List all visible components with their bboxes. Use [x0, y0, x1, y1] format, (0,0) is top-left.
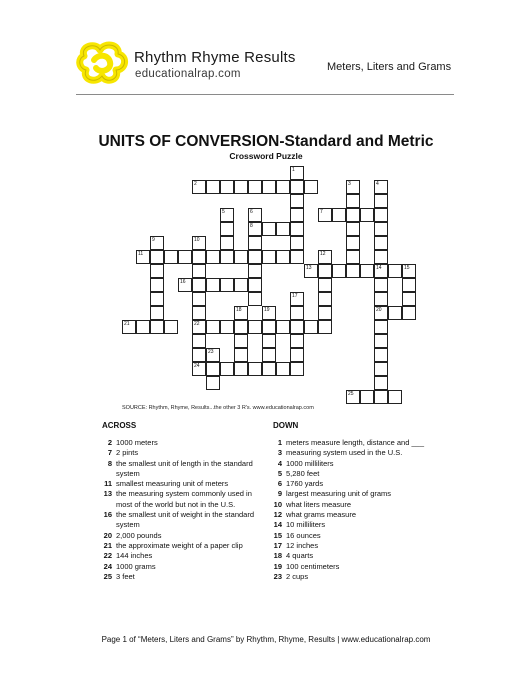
clue-number: 14	[273, 520, 282, 530]
clue-text: 2 pints	[116, 448, 139, 458]
clue-number-label: 6	[250, 209, 253, 215]
crossword-cell[interactable]	[276, 222, 290, 236]
crossword-cell[interactable]	[318, 292, 332, 306]
down-clue	[268, 448, 428, 458]
clue-number-label: 11	[138, 251, 144, 257]
clue-number-label: 1	[292, 167, 295, 173]
clue-text: largest measuring unit of grams	[286, 489, 392, 499]
clue-number: 21	[103, 540, 112, 550]
crossword-cell[interactable]	[234, 348, 248, 362]
clue-number: 10	[273, 499, 282, 509]
page-title: UNITS OF CONVERSION-Standard and Metric	[98, 133, 434, 150]
clue-text: measuring system used in the U.S.	[286, 448, 403, 458]
down-clue	[268, 500, 428, 510]
crossword-cell[interactable]	[290, 334, 304, 348]
crossword-cell[interactable]	[150, 292, 164, 306]
brand-site: educationalrap.com	[135, 68, 241, 80]
crossword-cell[interactable]	[248, 180, 262, 194]
clue-number: 4	[277, 458, 282, 468]
clue-number: 22	[103, 551, 112, 561]
clue-text: what grams measure	[286, 510, 357, 520]
crossword-cell[interactable]	[164, 250, 178, 264]
brand-name: Rhythm Rhyme Results	[134, 49, 296, 66]
crossword-cell[interactable]	[290, 180, 304, 194]
crossword-cell[interactable]	[220, 222, 234, 236]
clue-number-label: 15	[404, 265, 410, 271]
crossword-cell[interactable]	[220, 180, 234, 194]
clue-text: 144 inches	[116, 551, 153, 561]
crossword-cell[interactable]	[234, 362, 248, 376]
crossword-cell[interactable]	[206, 320, 220, 334]
crossword-cell[interactable]	[192, 278, 206, 292]
crossword-cell[interactable]	[220, 250, 234, 264]
down-clue	[268, 469, 428, 479]
crossword-cell[interactable]	[388, 306, 402, 320]
crossword-cell[interactable]	[150, 306, 164, 320]
clue-number-label: 21	[124, 321, 130, 327]
clue-text: 12 inches	[286, 540, 319, 550]
crossword-cell[interactable]	[262, 348, 276, 362]
clue-number-label: 9	[152, 237, 155, 243]
crossword-cell[interactable]	[136, 320, 150, 334]
crossword-cell[interactable]	[388, 390, 402, 404]
across-clue	[98, 448, 258, 458]
crossword-cell[interactable]	[150, 250, 164, 264]
crossword-cell[interactable]	[262, 362, 276, 376]
across-clue	[98, 489, 258, 510]
crossword-cell[interactable]	[150, 264, 164, 278]
crossword-cell[interactable]	[360, 208, 374, 222]
crossword-cell[interactable]	[402, 306, 416, 320]
clue-number: 9	[277, 489, 282, 499]
clue-number: 25	[103, 571, 112, 581]
crossword-cell[interactable]	[220, 278, 234, 292]
clue-text: what liters measure	[286, 499, 352, 509]
clue-number: 23	[273, 571, 282, 581]
crossword-cell[interactable]	[262, 320, 276, 334]
clue-number: 16	[103, 510, 112, 520]
crossword-cell[interactable]	[276, 180, 290, 194]
crossword-cell[interactable]	[248, 362, 262, 376]
across-clue	[98, 479, 258, 489]
crossword-cell[interactable]	[262, 334, 276, 348]
crossword-cell[interactable]	[262, 180, 276, 194]
down-clue	[268, 562, 428, 572]
crossword-cell[interactable]	[402, 278, 416, 292]
crossword-cell[interactable]	[374, 390, 388, 404]
clue-text: 5,280 feet	[286, 468, 320, 478]
crossword-cell[interactable]	[192, 306, 206, 320]
crossword-cell[interactable]	[346, 222, 360, 236]
crossword-cell[interactable]	[248, 292, 262, 306]
crossword-cell[interactable]	[374, 376, 388, 390]
crossword-cell[interactable]	[234, 334, 248, 348]
crossword-cell[interactable]	[248, 236, 262, 250]
clue-text: 1000 grams	[116, 561, 156, 571]
clue-number-label: 18	[236, 307, 242, 313]
down-clue	[268, 572, 428, 582]
clue-number-label: 17	[292, 293, 298, 299]
crossword-cell[interactable]	[234, 320, 248, 334]
crossword-cell[interactable]	[220, 362, 234, 376]
crossword-cell[interactable]	[374, 362, 388, 376]
across-clue-list	[98, 438, 258, 582]
clue-number: 18	[273, 551, 282, 561]
clue-number: 17	[273, 540, 282, 550]
crossword-cell[interactable]	[290, 362, 304, 376]
crossword-cell[interactable]	[318, 306, 332, 320]
crossword-cell[interactable]	[206, 376, 220, 390]
crossword-cell[interactable]	[276, 320, 290, 334]
crossword-cell[interactable]	[150, 278, 164, 292]
down-clue-list	[268, 438, 428, 582]
crossword-cell[interactable]	[374, 250, 388, 264]
crossword-cell[interactable]	[318, 320, 332, 334]
clue-text: the smallest unit of weight in the standard system	[116, 510, 254, 530]
clue-number-label: 12	[320, 251, 326, 257]
crossword-cell[interactable]	[374, 208, 388, 222]
clue-number: 20	[103, 530, 112, 540]
crossword-cell[interactable]	[262, 222, 276, 236]
crossword-cell[interactable]	[332, 264, 346, 278]
crossword-cell[interactable]	[402, 292, 416, 306]
crossword-cell[interactable]	[304, 320, 318, 334]
crossword-cell[interactable]	[248, 250, 262, 264]
crossword-cell[interactable]	[290, 348, 304, 362]
down-clue	[268, 520, 428, 530]
clue-number-label: 5	[222, 209, 225, 215]
crossword-cell[interactable]	[234, 180, 248, 194]
crossword-cell[interactable]	[192, 250, 206, 264]
crossword-cell[interactable]	[234, 278, 248, 292]
clue-text: 1000 milliliters	[286, 458, 334, 468]
crossword-cell[interactable]	[374, 236, 388, 250]
crossword-cell[interactable]	[388, 264, 402, 278]
crossword-cell[interactable]	[192, 334, 206, 348]
across-clue	[98, 510, 258, 531]
clue-number-label: 3	[348, 181, 351, 187]
crossword-cell[interactable]	[206, 250, 220, 264]
crossword-cell[interactable]	[248, 320, 262, 334]
page-subtitle: Crossword Puzzle	[229, 151, 303, 161]
down-clue	[268, 510, 428, 520]
down-clue	[268, 438, 428, 448]
crossword-cell[interactable]	[150, 320, 164, 334]
clue-text: the smallest unit of length in the standard system	[116, 458, 253, 478]
crossword-cell[interactable]	[318, 264, 332, 278]
down-heading: DOWN	[273, 421, 299, 430]
source-note: SOURCE: Rhythm, Rhyme, Results...the other 3 R's. www.educationalrap.com	[122, 405, 314, 411]
clue-number: 7	[107, 448, 112, 458]
clue-number: 19	[273, 561, 282, 571]
crossword-cell[interactable]	[374, 348, 388, 362]
document-subject: Meters, Liters and Grams	[327, 61, 452, 73]
clue-number: 8	[107, 458, 112, 468]
clue-text: 1000 meters	[116, 438, 158, 447]
clue-number: 3	[277, 448, 282, 458]
across-clue	[98, 572, 258, 582]
clue-number-label: 22	[194, 321, 200, 327]
clue-text: 2 cups	[286, 571, 309, 581]
down-clue	[268, 459, 428, 469]
crossword-cell[interactable]	[192, 292, 206, 306]
clue-number-label: 23	[208, 349, 214, 355]
clue-number-label: 16	[180, 279, 186, 285]
crossword-cell[interactable]	[276, 250, 290, 264]
clue-number-label: 13	[306, 265, 312, 271]
clue-text: 16 ounces	[286, 530, 321, 540]
across-clue	[98, 551, 258, 561]
clue-number-label: 10	[194, 237, 200, 243]
crossword-cell[interactable]	[262, 250, 276, 264]
down-clue	[268, 541, 428, 551]
clue-text: 3 feet	[116, 571, 135, 581]
crossword-cell[interactable]	[248, 278, 262, 292]
clue-number: 12	[273, 510, 282, 520]
crossword-cell[interactable]	[346, 264, 360, 278]
crossword-cell[interactable]	[276, 362, 290, 376]
crossword-cell[interactable]	[178, 250, 192, 264]
clue-number-label: 7	[320, 209, 323, 215]
crossword-cell[interactable]	[290, 320, 304, 334]
clue-text: 10 milliliters	[286, 520, 326, 530]
clue-number: 13	[103, 489, 112, 499]
down-clue	[268, 489, 428, 499]
clue-number-label: 24	[194, 363, 200, 369]
crossword-cell[interactable]	[304, 180, 318, 194]
clue-text: 1760 yards	[286, 479, 324, 489]
crossword-cell[interactable]	[290, 194, 304, 208]
crossword-cell[interactable]	[346, 194, 360, 208]
clue-number: 2	[107, 438, 112, 447]
clue-number: 5	[277, 468, 282, 478]
crossword-cell[interactable]	[374, 292, 388, 306]
crossword-cell[interactable]	[234, 250, 248, 264]
crossword-cell[interactable]	[346, 236, 360, 250]
crossword-cell[interactable]	[332, 208, 346, 222]
crossword-cell[interactable]	[360, 390, 374, 404]
crossword-cell[interactable]	[290, 236, 304, 250]
across-clue	[98, 541, 258, 551]
crossword-cell[interactable]	[220, 236, 234, 250]
clue-number-label: 20	[376, 307, 382, 313]
crossword-cell[interactable]	[290, 250, 304, 264]
crossword-cell[interactable]	[346, 208, 360, 222]
across-clue	[98, 531, 258, 541]
crossword-cell[interactable]	[290, 222, 304, 236]
clue-text: 4 quarts	[286, 551, 314, 561]
crossword-cell[interactable]	[360, 264, 374, 278]
clue-number-label: 8	[250, 223, 253, 229]
page-footer: Page 1 of “Meters, Liters and Grams” by Rhythm, Rhyme, Results | www.educationalrap.com	[101, 635, 431, 644]
clue-number-label: 19	[264, 307, 270, 313]
crossword-cell[interactable]	[248, 264, 262, 278]
crossword-cell[interactable]	[374, 334, 388, 348]
crossword-cell[interactable]	[346, 250, 360, 264]
clue-text: 2,000 pounds	[116, 530, 162, 540]
across-clue	[98, 459, 258, 480]
crossword-cell[interactable]	[164, 320, 178, 334]
clue-number: 24	[103, 561, 112, 571]
clue-text: meters measure length, distance and ___	[286, 438, 424, 447]
crossword-cell[interactable]	[374, 222, 388, 236]
crossword-cell[interactable]	[374, 194, 388, 208]
clue-text: the approximate weight of a paper clip	[116, 540, 243, 550]
down-clue	[268, 551, 428, 561]
crossword-cell[interactable]	[290, 306, 304, 320]
clue-number: 6	[277, 479, 282, 489]
clue-number: 11	[104, 479, 112, 489]
crossword-cell[interactable]	[220, 320, 234, 334]
crossword-cell[interactable]	[192, 348, 206, 362]
crossword-cell[interactable]	[318, 278, 332, 292]
clue-number-label: 2	[194, 181, 197, 187]
crossword-cell[interactable]	[374, 320, 388, 334]
clue-number-label: 4	[376, 181, 379, 187]
across-heading: ACROSS	[102, 421, 137, 430]
clue-text: smallest measuring unit of meters	[116, 479, 229, 489]
crossword-cell[interactable]	[206, 362, 220, 376]
clue-text: 100 centimeters	[286, 561, 340, 571]
clue-text: the measuring system commonly used in most of the world but not in the U.S.	[116, 489, 252, 509]
clue-number: 15	[273, 530, 282, 540]
down-clue	[268, 531, 428, 541]
clue-number-label: 14	[376, 265, 382, 271]
crossword-cell[interactable]	[374, 278, 388, 292]
down-clue	[268, 479, 428, 489]
across-clue	[98, 438, 258, 448]
crossword-cell[interactable]	[290, 208, 304, 222]
crossword-cell[interactable]	[192, 264, 206, 278]
crossword-cell[interactable]	[206, 278, 220, 292]
clue-number-label: 25	[348, 391, 354, 397]
crossword-cell[interactable]	[206, 180, 220, 194]
across-clue	[98, 562, 258, 572]
clue-number: 1	[277, 438, 282, 447]
